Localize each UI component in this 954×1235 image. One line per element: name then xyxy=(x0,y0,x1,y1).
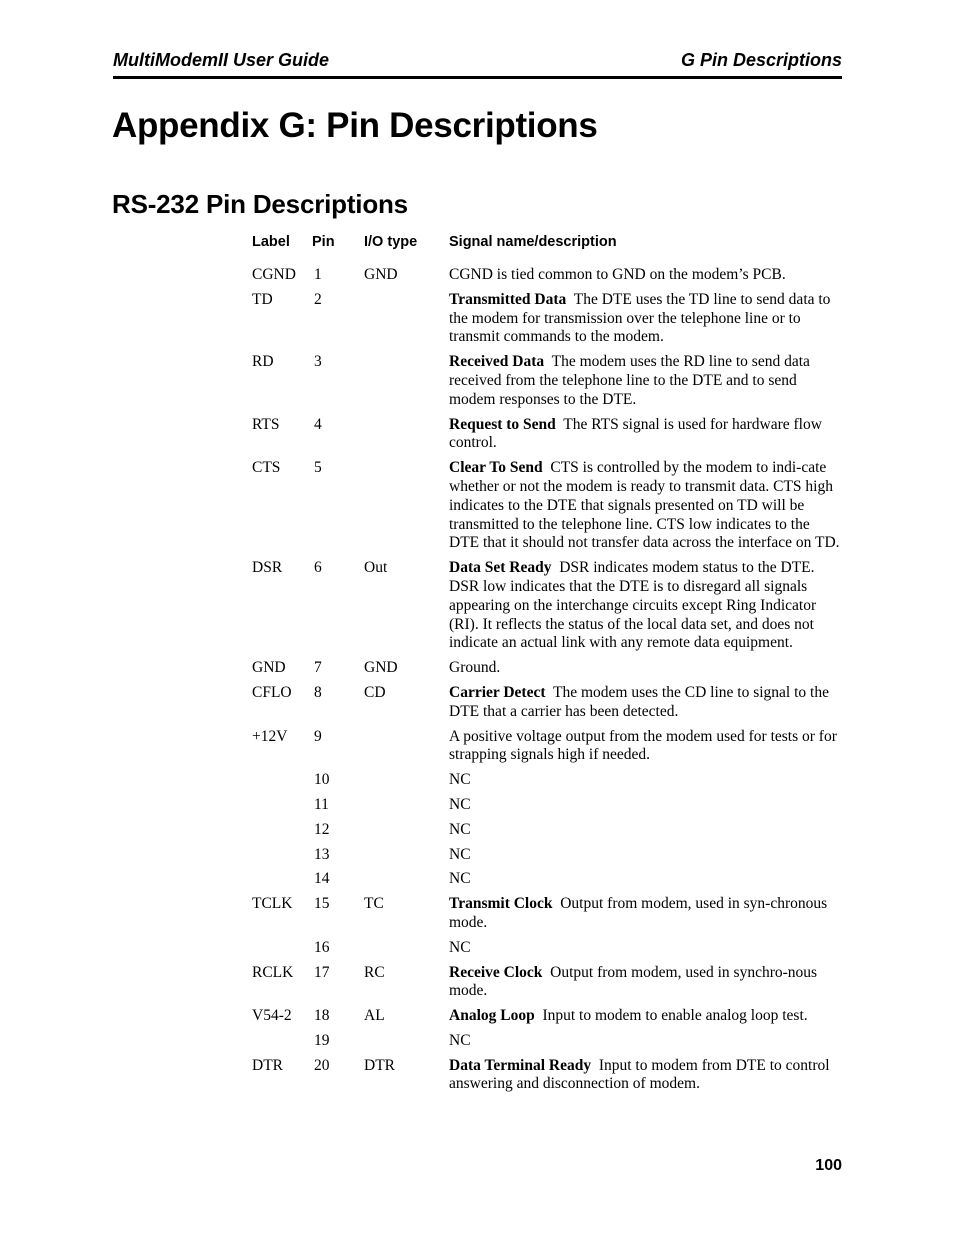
signal-name: Data Set Ready xyxy=(449,559,552,577)
table-row xyxy=(252,684,847,728)
signal-description-text: NC xyxy=(449,845,471,863)
pin-label-cell: CGND xyxy=(252,266,296,283)
signal-description-cell xyxy=(449,459,847,559)
pin-label-cell: DTR xyxy=(252,1056,283,1074)
signal-description-cell xyxy=(449,659,847,684)
io-type-cell xyxy=(364,939,449,964)
table-row xyxy=(252,459,847,559)
pin-label-cell: TD xyxy=(252,290,273,308)
io-type-cell xyxy=(364,846,449,871)
io-type-cell xyxy=(364,821,449,846)
signal-name: Received Data xyxy=(449,353,545,371)
pin-label-cell xyxy=(252,1032,312,1057)
pin-number-cell: 10 xyxy=(314,771,330,789)
signal-name: Carrier Detect xyxy=(449,683,546,701)
table-header-row xyxy=(252,234,847,266)
io-type-cell xyxy=(364,416,449,460)
signal-description-cell xyxy=(449,771,847,796)
table-row xyxy=(252,559,847,659)
io-type-cell: CD xyxy=(364,683,386,701)
signal-name: Clear To Send xyxy=(449,459,543,477)
pin-label-cell xyxy=(252,821,312,846)
io-type-cell xyxy=(364,728,449,772)
pin-label-cell xyxy=(252,939,312,964)
signal-description-text: Output from modem, used in synchro-nous mode. xyxy=(449,963,818,1000)
signal-name: Transmitted Data xyxy=(449,290,567,308)
pin-number-cell: 12 xyxy=(314,820,330,838)
signal-description-text: NC xyxy=(449,820,471,838)
signal-description-text: The RTS signal is used for hardware flow control. xyxy=(449,415,822,452)
table-row xyxy=(252,353,847,415)
io-type-cell xyxy=(364,459,449,559)
io-type-cell xyxy=(364,870,449,895)
signal-description-cell xyxy=(449,559,847,659)
signal-description-cell xyxy=(449,821,847,846)
pin-number-cell: 15 xyxy=(314,895,330,913)
signal-description-cell xyxy=(449,684,847,728)
pin-number-cell: 16 xyxy=(314,938,330,956)
signal-description-text: NC xyxy=(449,795,471,813)
signal-description-text: Input to modem from DTE to control answering and disconnection of modem. xyxy=(449,1056,830,1093)
pin-label-cell: GND xyxy=(252,659,286,677)
column-header-io-type: I/O type xyxy=(364,234,418,250)
pin-number-cell: 4 xyxy=(314,415,322,433)
pin-label-cell: RCLK xyxy=(252,963,294,981)
signal-description-cell xyxy=(449,895,847,939)
pin-label-cell: +12V xyxy=(252,727,288,745)
io-type-cell xyxy=(364,771,449,796)
table-row xyxy=(252,821,847,846)
section-title: RS-232 Pin Descriptions xyxy=(112,189,408,219)
column-header-signal-description: Signal name/description xyxy=(449,234,617,250)
running-header xyxy=(113,48,842,79)
pin-number-cell: 14 xyxy=(314,870,330,888)
table-row xyxy=(252,659,847,684)
signal-name: Receive Clock xyxy=(449,963,543,981)
pin-label-cell xyxy=(252,771,312,796)
signal-description-text: A positive voltage output from the modem used for tests or for strapping signals high if needed. xyxy=(449,727,837,764)
table-row xyxy=(252,291,847,353)
signal-description-cell xyxy=(449,266,847,291)
guide-title: MultiModemII User Guide xyxy=(113,50,330,70)
pin-label-cell: CTS xyxy=(252,459,281,477)
signal-description-text: Output from modem, used in syn-chronous mode. xyxy=(449,895,828,931)
signal-description-text: Ground. xyxy=(449,659,501,677)
signal-description-text: CTS is controlled by the modem to indi-cate whether or not the modem is ready to transmit data. CTS high indicates to the DTE that signals presented on TD will be transmitted to the telephone line. CTS low indicates to the DTE that it should not transfer data across the interface on TD. xyxy=(449,459,840,552)
signal-description-text: NC xyxy=(449,771,471,789)
signal-name: Request to Send xyxy=(449,415,556,433)
io-type-cell: GND xyxy=(364,659,398,677)
pin-number-cell: 6 xyxy=(314,559,322,577)
pin-label-cell xyxy=(252,846,312,871)
io-type-cell xyxy=(364,353,449,415)
pin-number-cell: 20 xyxy=(314,1056,330,1074)
page-number: 100 xyxy=(815,1157,842,1174)
signal-description-cell xyxy=(449,846,847,871)
table-row xyxy=(252,846,847,871)
pin-number-cell: 11 xyxy=(314,795,329,813)
signal-description-text: The modem uses the CD line to signal to the DTE that a carrier has been detected. xyxy=(449,683,829,720)
pin-label-cell: RD xyxy=(252,353,274,371)
signal-description-cell xyxy=(449,870,847,895)
signal-description-cell xyxy=(449,416,847,460)
table-row xyxy=(252,964,847,1008)
appendix-title: Appendix G: Pin Descriptions xyxy=(112,106,598,145)
signal-name: Transmit Clock xyxy=(449,895,553,913)
signal-name: Analog Loop xyxy=(449,1007,535,1025)
table-row xyxy=(252,1032,847,1057)
signal-name: Data Terminal Ready xyxy=(449,1056,592,1074)
pin-table-body xyxy=(252,266,847,1100)
pin-label-cell: RTS xyxy=(252,415,280,433)
signal-description-cell xyxy=(449,939,847,964)
pin-number-cell: 8 xyxy=(314,683,322,701)
pin-number-cell: 13 xyxy=(314,845,330,863)
io-type-cell xyxy=(364,1032,449,1057)
column-header-label: Label xyxy=(252,234,290,250)
pin-number-cell: 2 xyxy=(314,290,322,308)
pin-number-cell: 9 xyxy=(314,727,322,745)
table-row xyxy=(252,266,847,291)
io-type-cell xyxy=(364,796,449,821)
pin-label-cell: CFLO xyxy=(252,683,292,701)
table-row xyxy=(252,728,847,772)
signal-description-text: CGND is tied common to GND on the modem’s PCB. xyxy=(449,266,786,283)
io-type-cell: AL xyxy=(364,1007,385,1025)
pin-number-cell: 18 xyxy=(314,1007,330,1025)
pin-number-cell: 19 xyxy=(314,1031,330,1049)
signal-description-text: NC xyxy=(449,1031,471,1049)
signal-description-cell xyxy=(449,964,847,1008)
signal-description-cell xyxy=(449,796,847,821)
table-row xyxy=(252,1057,847,1101)
signal-description-cell xyxy=(449,728,847,772)
signal-description-text: The DTE uses the TD line to send data to the modem for transmission over the telephone line or to transmit commands to the modem. xyxy=(449,290,831,346)
io-type-cell: RC xyxy=(364,963,385,981)
io-type-cell: Out xyxy=(364,559,388,577)
io-type-cell: GND xyxy=(364,266,398,283)
io-type-cell xyxy=(364,291,449,353)
column-header-pin: Pin xyxy=(312,234,335,250)
table-row xyxy=(252,870,847,895)
pin-number-cell: 3 xyxy=(314,353,322,371)
pin-label-cell xyxy=(252,870,312,895)
pin-description-table xyxy=(252,234,847,1100)
io-type-cell: TC xyxy=(364,895,384,913)
signal-description-text: NC xyxy=(449,938,471,956)
pin-number-cell: 7 xyxy=(314,659,322,677)
table-row xyxy=(252,895,847,939)
table-row xyxy=(252,939,847,964)
table-row xyxy=(252,1007,847,1032)
signal-description-cell xyxy=(449,1032,847,1057)
signal-description-cell xyxy=(449,353,847,415)
pin-label-cell: TCLK xyxy=(252,895,293,913)
io-type-cell: DTR xyxy=(364,1056,395,1074)
pin-number-cell: 1 xyxy=(314,266,322,283)
pin-label-cell xyxy=(252,796,312,821)
signal-description-text: DSR indicates modem status to the DTE. DSR low indicates that the DTE is to disregard all signals appearing on the interchange circuits except Ring Indicator (RI). It reflects the status of the local data set, and does not indicate an actual link with any remote data equipment. xyxy=(449,559,817,652)
signal-description-text: NC xyxy=(449,870,471,888)
signal-description-cell xyxy=(449,1007,847,1032)
signal-description-cell xyxy=(449,1057,847,1101)
pin-number-cell: 17 xyxy=(314,963,330,981)
signal-description-text: Input to modem to enable analog loop test. xyxy=(542,1007,808,1025)
pin-label-cell: V54-2 xyxy=(252,1007,292,1025)
pin-number-cell: 5 xyxy=(314,459,322,477)
table-row xyxy=(252,416,847,460)
chapter-title: G Pin Descriptions xyxy=(680,50,842,70)
table-row xyxy=(252,771,847,796)
pin-label-cell: DSR xyxy=(252,559,283,577)
signal-description-cell xyxy=(449,291,847,353)
signal-description-text: The modem uses the RD line to send data received from the telephone line to the DTE and to send modem responses to the DTE. xyxy=(449,353,810,408)
table-row xyxy=(252,796,847,821)
